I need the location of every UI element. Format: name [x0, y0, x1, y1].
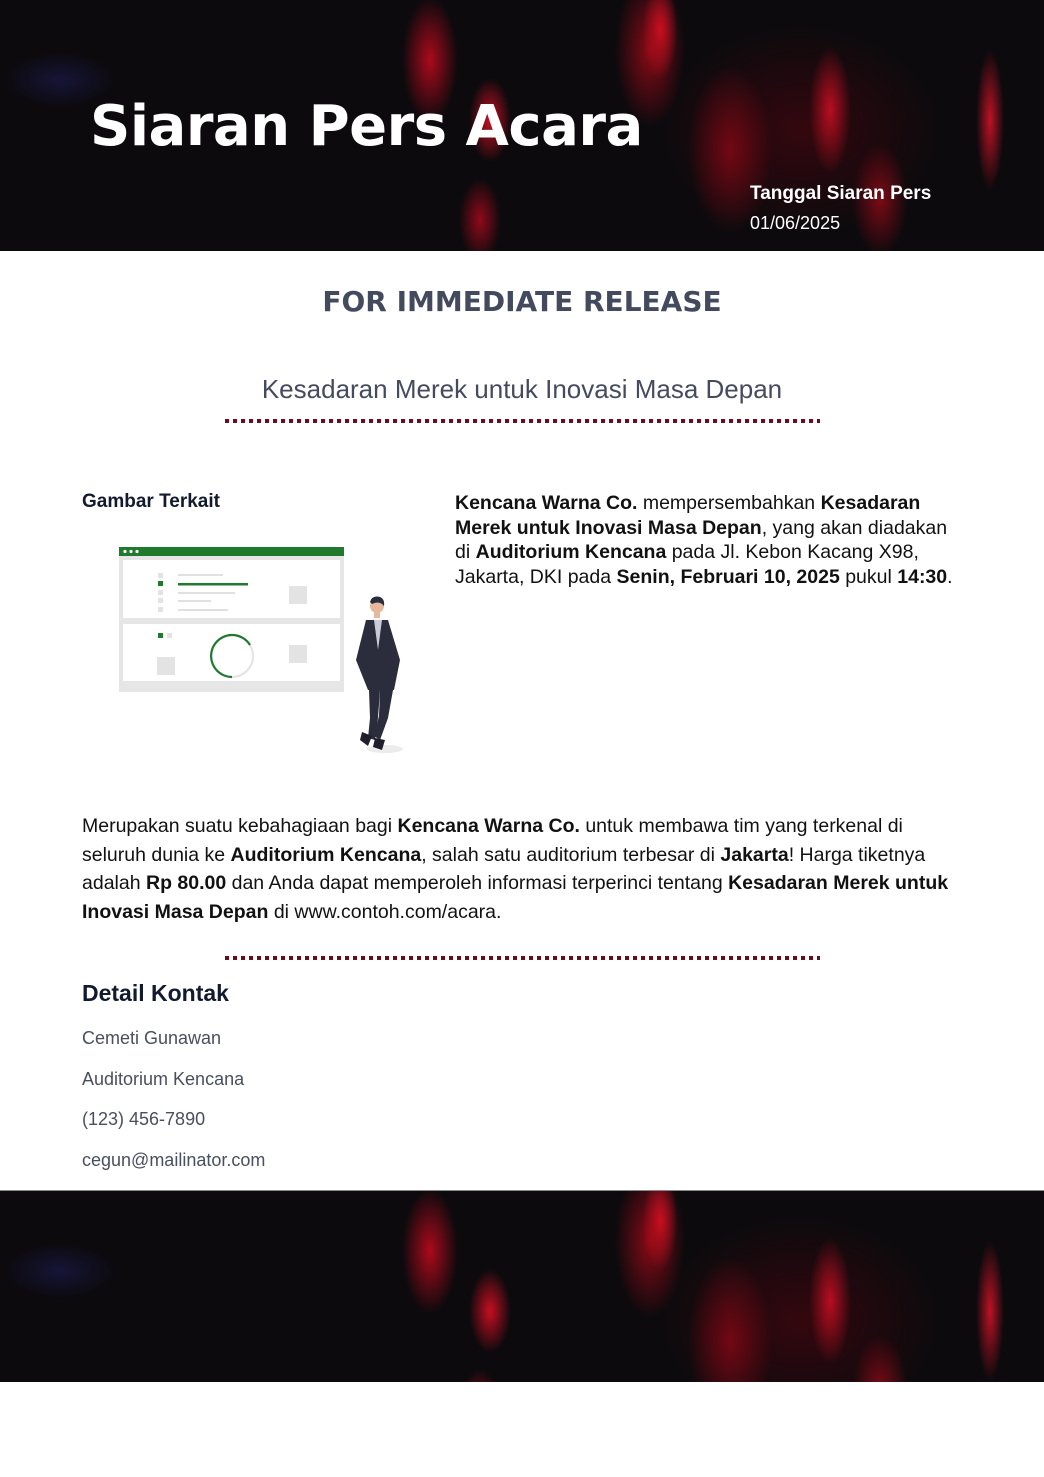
city-name: Jakarta: [720, 843, 789, 866]
company-name: Kencana Warna Co.: [397, 815, 580, 837]
venue-name: Auditorium Kencana: [475, 541, 667, 563]
body-text: ! Harga tiketnya adalah: [82, 843, 926, 894]
image-section-label: Gambar Terkait: [82, 491, 220, 512]
header-banner: [0, 0, 1044, 251]
event-body-paragraph: [82, 812, 972, 926]
body-text: untuk membawa tim yang terkenal di seluruh dunia ke: [82, 815, 903, 866]
page-title: Siaran Pers Acara: [90, 94, 643, 159]
event-title: Kesadaran Merek untuk Inovasi Masa Depan: [261, 374, 783, 404]
divider-top: [225, 419, 820, 423]
event-time: 14:30: [897, 565, 948, 588]
body-text: dan Anda dapat memperoleh informasi terperinci tentang: [226, 872, 729, 894]
body-text: , salah satu auditorium terbesar di: [421, 843, 721, 866]
intro-text: pada Jl. Kebon Kacang X98, Jakarta, DKI pada: [455, 541, 919, 588]
contact-section-title: Detail Kontak: [82, 980, 229, 1006]
footer-banner: [0, 1190, 1044, 1382]
event-name: Kesadaran Merek untuk Inovasi Masa Depan: [82, 872, 949, 923]
intro-text: , yang akan diadakan di: [455, 516, 948, 563]
body-text: Merupakan suatu kebahagiaan bagi: [82, 815, 398, 837]
venue-name: Auditorium Kencana: [230, 843, 422, 866]
ticket-price: Rp 80.00: [145, 872, 227, 894]
intro-text: .: [947, 565, 953, 588]
event-date: Senin, Februari 10, 2025: [616, 565, 840, 588]
release-date-value: 01/06/2025: [750, 213, 841, 233]
event-name: Kesadaran Merek untuk Inovasi Masa Depan: [455, 492, 921, 539]
event-intro-paragraph: [455, 491, 955, 589]
intro-text: pukul: [839, 565, 898, 588]
dashboard-illustration: [110, 540, 410, 760]
company-name: Kencana Warna Co.: [455, 492, 638, 514]
contact-name: Cemeti Gunawan: [82, 1028, 222, 1048]
body-text: di www.contoh.com/acara.: [268, 900, 502, 923]
divider-bottom: [225, 956, 820, 960]
intro-text: mempersembahkan: [637, 492, 821, 514]
contact-phone: (123) 456-7890: [82, 1109, 206, 1129]
contact-email: cegun@mailinator.com: [82, 1150, 266, 1170]
contact-organization: Auditorium Kencana: [82, 1069, 245, 1089]
release-tag: FOR IMMEDIATE RELEASE: [322, 285, 722, 318]
release-date-label: Tanggal Siaran Pers: [750, 183, 932, 204]
